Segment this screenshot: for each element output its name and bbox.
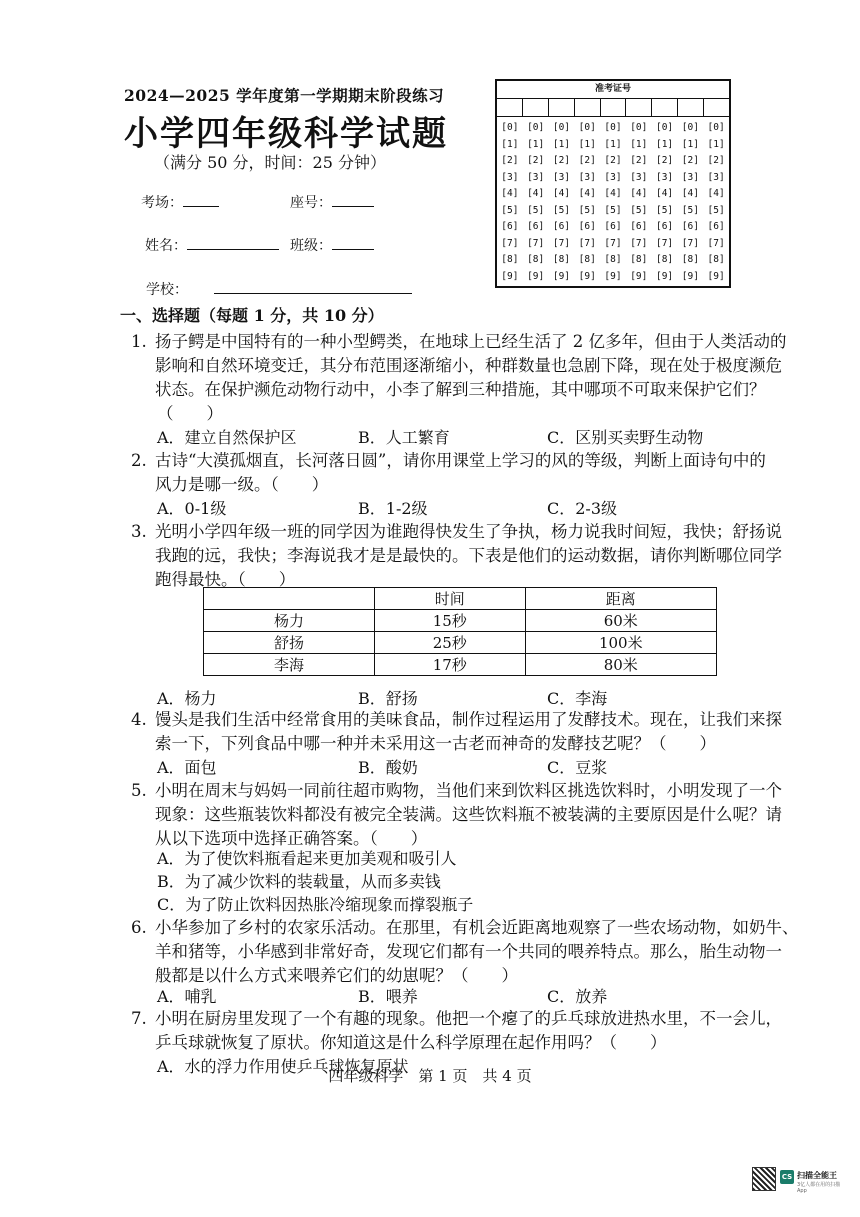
digit-bubble[interactable]: [6] <box>655 221 674 232</box>
answer-option[interactable]: B．喂养 <box>358 987 418 1006</box>
digit-bubble[interactable]: [4] <box>604 188 622 199</box>
question-number: 1. <box>131 332 147 351</box>
question-line: 跑得最快。（ ） <box>155 570 296 589</box>
digit-bubble[interactable]: [7] <box>655 237 674 249</box>
answer-option[interactable]: C．2-3级 <box>547 499 618 518</box>
question-line: 现象：这些瓶装饮料都没有被完全装满。这些饮料瓶不被装满的主要原因是什么呢？请 <box>155 805 782 824</box>
exam-title: 小学四年级科学试题 <box>124 114 448 154</box>
question-line: （ ） <box>157 404 223 423</box>
digit-bubble[interactable]: [6] <box>552 221 571 232</box>
field-school <box>146 279 412 299</box>
digit-bubble[interactable]: [2] <box>630 155 648 166</box>
admission-grid <box>495 79 731 288</box>
answer-option[interactable]: A．建立自然保护区 <box>157 428 297 447</box>
field-seat <box>290 192 374 212</box>
digit-bubble[interactable]: [1] <box>604 138 622 150</box>
question-number: 2. <box>131 451 147 470</box>
digit-bubble[interactable]: [4] <box>681 188 699 199</box>
question-line: 我跑的远，我快；李海说我才是是最快的。下表是他们的运动数据，请你判断哪位同学 <box>155 546 782 565</box>
digit-bubble[interactable]: [6] <box>578 221 596 232</box>
question-line: 光明小学四年级一班的同学因为谁跑得快发生了争执，杨力说我时间短，我快；舒扬说 <box>155 522 782 541</box>
digit-bubble[interactable]: [3] <box>630 171 648 183</box>
digit-bubble[interactable]: [6] <box>681 221 699 232</box>
admission-digits <box>497 117 729 285</box>
digit-bubble[interactable]: [7] <box>527 237 545 249</box>
question-line: 索一下，下列食品中哪一种并未采用这一古老而神奇的发酵技艺呢？（ ） <box>155 734 716 753</box>
digit-bubble[interactable]: [3] <box>604 171 622 183</box>
digit-bubble[interactable]: [1] <box>630 138 648 150</box>
digit-bubble[interactable]: [0] <box>681 122 699 133</box>
table-header-cell <box>204 588 375 610</box>
digit-bubble[interactable]: [0] <box>578 122 596 133</box>
question-text <box>155 916 799 988</box>
digit-bubble[interactable]: [7] <box>707 237 725 249</box>
question-number: 3. <box>131 522 147 541</box>
question-line: 扬子鳄是中国特有的一种小型鳄类，在地球上已经生活了 2 亿多年，但由于人类活动的 <box>155 332 787 351</box>
digit-bubble[interactable]: [9] <box>681 270 699 282</box>
digit-bubble[interactable]: [4] <box>527 188 545 199</box>
question-line: 乒乓球就恢复了原状。你知道这是什么科学原理在起作用吗？（ ） <box>155 1033 667 1052</box>
digit-bubble[interactable]: [8] <box>578 254 596 265</box>
field-school-label: 学校： <box>146 282 188 298</box>
exam-note: （满分 50 分，时间：25 分钟） <box>154 153 386 172</box>
field-name-label: 姓名： <box>145 238 187 254</box>
question-number: 4. <box>131 710 147 729</box>
digit-bubble[interactable]: [8] <box>630 254 648 265</box>
digit-bubble[interactable]: [3] <box>655 171 674 183</box>
field-room-label: 考场： <box>141 195 183 211</box>
field-school-blank[interactable] <box>214 279 412 294</box>
table-row <box>204 654 717 676</box>
question-line: 羊和猪等，小华感到非常好奇，发现它们都有一个共同的喂养特点。那么，胎生动物一 <box>155 942 782 961</box>
watermark-text: 扫描全能王 <box>797 1171 837 1180</box>
digit-bubble[interactable]: [4] <box>630 188 648 199</box>
digit-bubble[interactable]: [1] <box>552 138 571 150</box>
table-cell: 60米 <box>525 610 716 632</box>
digit-column <box>523 120 549 285</box>
field-name-blank[interactable] <box>187 235 279 250</box>
table-header-cell: 距离 <box>525 588 716 610</box>
digit-bubble[interactable]: [5] <box>630 204 648 216</box>
answer-option[interactable]: B．为了减少饮料的装载量，从而多卖钱 <box>157 872 441 891</box>
answer-option[interactable]: C．为了防止饮料因热胀冷缩现象而撑裂瓶子 <box>157 895 474 914</box>
answer-option[interactable]: B．人工繁育 <box>358 428 450 447</box>
question-line: 从以下选项中选择正确答案。（ ） <box>155 829 428 848</box>
digit-bubble[interactable]: [3] <box>707 171 725 183</box>
digit-bubble[interactable]: [8] <box>655 254 674 265</box>
digit-bubble[interactable]: [0] <box>527 122 545 133</box>
digit-bubble[interactable]: [9] <box>604 270 622 282</box>
digit-bubble[interactable]: [5] <box>552 204 571 216</box>
question-text <box>155 779 782 851</box>
digit-bubble[interactable]: [7] <box>604 237 622 249</box>
digit-bubble[interactable]: [4] <box>707 188 725 199</box>
answer-option[interactable]: C．李海 <box>547 689 608 708</box>
digit-bubble[interactable]: [6] <box>527 221 545 232</box>
digit-bubble[interactable]: [4] <box>578 188 596 199</box>
table-header-cell: 时间 <box>375 588 526 610</box>
digit-bubble[interactable]: [9] <box>655 270 674 282</box>
question-text <box>155 449 766 497</box>
digit-column <box>600 120 626 285</box>
digit-bubble[interactable]: [8] <box>604 254 622 265</box>
digit-column <box>549 120 575 285</box>
question-line: 小明在周末与妈妈一同前往超市购物，当他们来到饮料区挑选饮料时，小明发现了一个 <box>155 781 782 800</box>
digit-bubble[interactable]: [7] <box>681 237 699 249</box>
question-text <box>155 1007 782 1055</box>
digit-bubble[interactable]: [1] <box>501 138 519 150</box>
digit-bubble[interactable]: [8] <box>707 254 725 265</box>
digit-bubble[interactable]: [7] <box>501 237 519 249</box>
digit-bubble[interactable]: [5] <box>655 204 674 216</box>
digit-bubble[interactable]: [5] <box>501 204 519 216</box>
digit-bubble[interactable]: [4] <box>552 188 571 199</box>
question-number: 7. <box>131 1009 147 1028</box>
question-line: 状态。在保护濒危动物行动中，小李了解到三种措施，其中哪项不可取来保护它们？ <box>155 380 766 399</box>
cs-logo: CS <box>780 1170 794 1184</box>
digit-bubble[interactable]: [3] <box>552 171 571 183</box>
question-number: 5. <box>131 781 147 800</box>
digit-bubble[interactable]: [9] <box>527 270 545 282</box>
digit-bubble[interactable]: [2] <box>527 155 545 166</box>
question-text <box>155 330 787 426</box>
digit-bubble[interactable]: [7] <box>630 237 648 249</box>
field-room-blank[interactable] <box>183 192 219 207</box>
digit-bubble[interactable]: [1] <box>578 138 596 150</box>
field-name <box>145 235 279 255</box>
qr-code-icon <box>752 1167 776 1191</box>
digit-bubble[interactable]: [5] <box>527 204 545 216</box>
digit-column <box>677 120 703 285</box>
digit-bubble[interactable]: [6] <box>501 221 519 232</box>
answer-option[interactable]: B．1-2级 <box>358 499 428 518</box>
answer-option[interactable]: B．舒扬 <box>358 689 418 708</box>
exam-subtitle: 2024—2025 学年度第一学期期末阶段练习 <box>124 86 445 105</box>
answer-option[interactable]: B．酸奶 <box>358 758 418 777</box>
admission-title: 准考证号 <box>497 81 729 99</box>
speed-data-table <box>203 587 717 676</box>
digit-bubble[interactable]: [6] <box>630 221 648 232</box>
digit-bubble[interactable]: [5] <box>604 204 622 216</box>
answer-option[interactable]: A．水的浮力作用使乒乓球恢复原状 <box>157 1057 409 1076</box>
table-cell: 80米 <box>525 654 716 676</box>
digit-bubble[interactable]: [2] <box>501 155 519 166</box>
digit-bubble[interactable]: [0] <box>630 122 648 133</box>
field-class-label: 班级： <box>290 238 332 254</box>
digit-bubble[interactable]: [2] <box>707 155 725 166</box>
question-line: 小明在厨房里发现了一个有趣的现象。他把一个瘪了的乒乓球放进热水里，不一会儿， <box>155 1009 782 1028</box>
digit-column <box>652 120 678 285</box>
table-cell: 100米 <box>525 632 716 654</box>
digit-bubble[interactable]: [7] <box>552 237 571 249</box>
question-line: 小华参加了乡村的农家乐活动。在那里，有机会近距离地观察了一些农场动物，如奶牛、 <box>155 918 799 937</box>
digit-bubble[interactable]: [3] <box>501 171 519 183</box>
digit-bubble[interactable]: [1] <box>707 138 725 150</box>
question-line: 馒头是我们生活中经常食用的美味食品，制作过程运用了发酵技术。现在，让我们来探 <box>155 710 782 729</box>
digit-bubble[interactable]: [4] <box>501 188 519 199</box>
table-cell: 17秒 <box>375 654 526 676</box>
digit-bubble[interactable]: [2] <box>655 155 674 166</box>
digit-bubble[interactable]: [2] <box>681 155 699 166</box>
digit-bubble[interactable]: [7] <box>578 237 596 249</box>
digit-bubble[interactable]: [4] <box>655 188 674 199</box>
question-line: 般都是以什么方式来喂养它们的幼崽呢？（ ） <box>155 966 518 985</box>
digit-bubble[interactable]: [1] <box>655 138 674 150</box>
question-text <box>155 708 782 756</box>
question-text <box>155 520 782 592</box>
digit-bubble[interactable]: [8] <box>552 254 571 265</box>
digit-column <box>497 120 523 285</box>
digit-bubble[interactable]: [2] <box>552 155 571 166</box>
scanner-watermark <box>752 1167 844 1193</box>
answer-option[interactable]: C．放养 <box>547 987 608 1006</box>
digit-bubble[interactable]: [0] <box>604 122 622 133</box>
digit-bubble[interactable]: [0] <box>552 122 571 133</box>
digit-bubble[interactable]: [1] <box>527 138 545 150</box>
digit-bubble[interactable]: [3] <box>578 171 596 183</box>
digit-bubble[interactable]: [9] <box>630 270 648 282</box>
page-footer: 四年级科学 第 1 页 共 4 页 <box>328 1067 532 1085</box>
digit-column <box>703 120 729 285</box>
field-class <box>290 235 374 255</box>
answer-option[interactable]: A．0-1级 <box>157 499 227 518</box>
table-cell: 15秒 <box>375 610 526 632</box>
answer-option[interactable]: C．区别买卖野生动物 <box>547 428 704 447</box>
digit-bubble[interactable]: [3] <box>527 171 545 183</box>
watermark-sub: 3亿人都在用的扫描App <box>797 1182 841 1194</box>
digit-bubble[interactable]: [3] <box>681 171 699 183</box>
digit-bubble[interactable]: [6] <box>604 221 622 232</box>
question-line: 古诗“大漠孤烟直，长河落日圆”，请你用课堂上学习的风的等级，判断上面诗句中的 <box>155 451 766 470</box>
field-class-blank[interactable] <box>332 235 374 250</box>
digit-bubble[interactable]: [0] <box>655 122 674 133</box>
digit-bubble[interactable]: [5] <box>681 204 699 216</box>
digit-bubble[interactable]: [5] <box>707 204 725 216</box>
table-cell: 李海 <box>204 654 375 676</box>
digit-bubble[interactable]: [8] <box>527 254 545 265</box>
answer-option[interactable]: A．为了使饮料瓶看起来更加美观和吸引人 <box>157 849 457 868</box>
section-title: 一、选择题（每题 1 分，共 10 分） <box>120 306 384 325</box>
digit-bubble[interactable]: [8] <box>501 254 519 265</box>
table-row <box>204 632 717 654</box>
digit-bubble[interactable]: [9] <box>501 270 519 282</box>
digit-column <box>626 120 652 285</box>
digit-bubble[interactable]: [2] <box>604 155 622 166</box>
admission-write-cells[interactable] <box>497 99 729 117</box>
digit-column <box>574 120 600 285</box>
answer-option[interactable]: A．面包 <box>157 758 217 777</box>
question-number: 6. <box>131 918 147 937</box>
digit-bubble[interactable]: [6] <box>707 221 725 232</box>
answer-option[interactable]: C．豆浆 <box>547 758 608 777</box>
digit-bubble[interactable]: [1] <box>681 138 699 150</box>
digit-bubble[interactable]: [9] <box>552 270 571 282</box>
field-seat-blank[interactable] <box>332 192 374 207</box>
digit-bubble[interactable]: [0] <box>501 122 519 133</box>
digit-bubble[interactable]: [2] <box>578 155 596 166</box>
digit-bubble[interactable]: [8] <box>681 254 699 265</box>
digit-bubble[interactable]: [0] <box>707 122 725 133</box>
answer-option[interactable]: A．哺乳 <box>157 987 217 1006</box>
table-cell: 舒扬 <box>204 632 375 654</box>
table-header-row <box>204 588 717 610</box>
question-line: 影响和自然环境变迁，其分布范围逐渐缩小，种群数量也急剧下降，现在处于极度濒危 <box>155 356 782 375</box>
field-room <box>141 192 219 212</box>
table-row <box>204 610 717 632</box>
field-seat-label: 座号： <box>290 195 332 211</box>
table-cell: 杨力 <box>204 610 375 632</box>
table-cell: 25秒 <box>375 632 526 654</box>
digit-bubble[interactable]: [9] <box>707 270 725 282</box>
digit-bubble[interactable]: [9] <box>578 270 596 282</box>
digit-bubble[interactable]: [5] <box>578 204 596 216</box>
answer-option[interactable]: A．杨力 <box>157 689 217 708</box>
question-line: 风力是哪一级。（ ） <box>155 475 329 494</box>
